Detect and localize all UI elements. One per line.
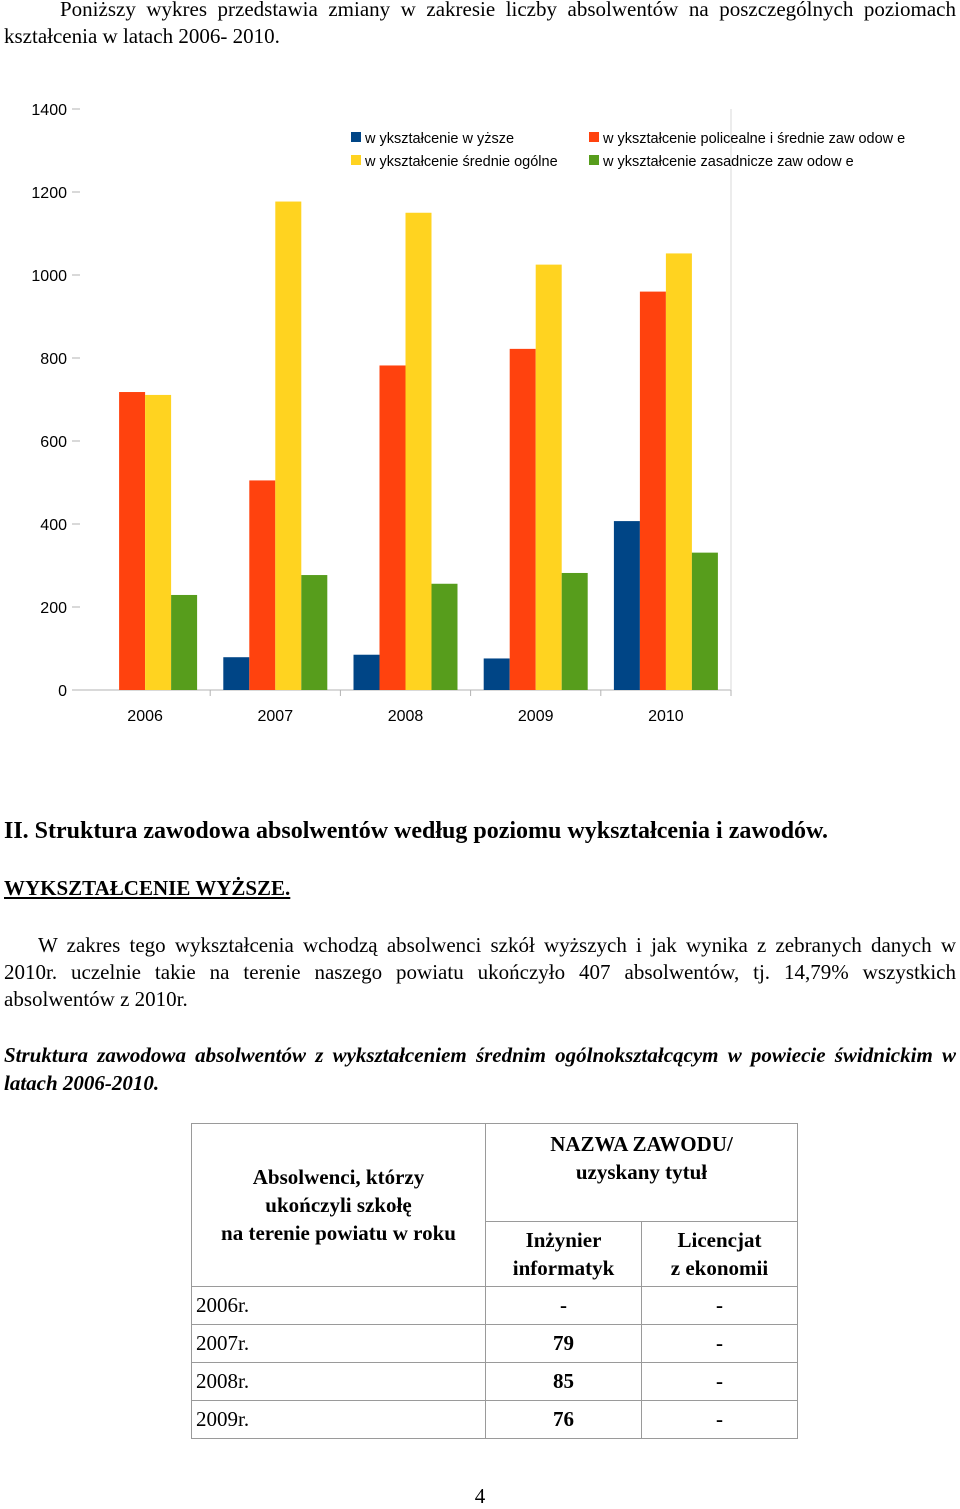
bar-2009-series-0 [484, 658, 510, 690]
bar-2007-series-1 [249, 480, 275, 690]
page-number: 4 [474, 1484, 486, 1508]
table-row [192, 1363, 798, 1401]
row-year: 2009r. [192, 1401, 486, 1439]
row-value-economics: - [642, 1287, 798, 1325]
row-value-engineer: 85 [486, 1363, 642, 1401]
y-tick-label: 800 [40, 351, 67, 368]
bar-2007-series-2 [275, 202, 301, 690]
subheader-line: Inżynier [525, 1228, 602, 1252]
y-tick-label: 1400 [31, 102, 67, 119]
table-row [192, 1287, 798, 1325]
subheader-engineer [486, 1222, 642, 1287]
bar-2007-series-3 [301, 575, 327, 690]
legend-swatch [589, 132, 599, 142]
header-left-cell [192, 1124, 486, 1287]
chart-bars [119, 202, 718, 690]
bar-2010-series-2 [666, 253, 692, 690]
body-paragraph: W zakres tego wykształcenia wchodzą absolwenci szkół wyższych i jak wynika z zebranych danych w 2010r. uczelnie takie na terenie naszego powiatu ukończyło 407 absolwentów, tj. 14,79% wszystkich absolwentów z 2010r. [4, 933, 956, 1011]
row-value-economics: - [642, 1325, 798, 1363]
bar-2006-series-1 [119, 392, 145, 690]
header-top-cell [486, 1124, 798, 1222]
subheader-line: Licencjat [677, 1228, 762, 1252]
y-tick-label: 1000 [31, 268, 67, 285]
legend-label: w ykształcenie w yższe [365, 131, 515, 147]
intro-paragraph: Poniższy wykres przedstawia zmiany w zakresie liczby absolwentów na poszczególnych poziomach kształcenia w latach 2006- 2010. [4, 0, 956, 48]
legend-swatch [589, 155, 599, 165]
header-top-line: NAZWA ZAWODU/ [550, 1132, 733, 1156]
header-left-line: na terenie powiatu w roku [221, 1221, 456, 1245]
legend-label: w ykształcenie policealne i średnie zaw odow e [603, 131, 906, 147]
subheader-economics [642, 1222, 798, 1287]
legend-label: w ykształcenie zasadnicze zaw odow e [603, 154, 854, 170]
y-tick-label: 0 [58, 683, 67, 700]
x-tick-label: 2007 [257, 708, 294, 725]
subheader-line: z ekonomii [670, 1256, 769, 1280]
row-value-economics: - [642, 1401, 798, 1439]
table-row [192, 1325, 798, 1363]
y-tick-label: 1200 [31, 185, 67, 202]
bar-2008-series-2 [406, 213, 432, 690]
bar-2009-series-1 [510, 349, 536, 690]
header-left-line: ukończyli szkołę [265, 1193, 412, 1217]
bar-2008-series-0 [354, 655, 380, 690]
row-value-economics: - [642, 1363, 798, 1401]
x-tick-label: 2009 [517, 708, 554, 725]
legend-label: w ykształcenie średnie ogólne [365, 154, 558, 170]
row-year: 2008r. [192, 1363, 486, 1401]
bar-2010-series-0 [614, 521, 640, 690]
x-tick-label: 2008 [387, 708, 424, 725]
graduates-table [191, 1123, 798, 1439]
bar-2006-series-2 [145, 395, 171, 690]
row-value-engineer: 76 [486, 1401, 642, 1439]
table-caption: Struktura zawodowa absolwentów z wykształceniem średnim ogólnokształcącym w powiecie świdnickim w latach 2006-2010. [4, 1043, 956, 1095]
y-tick-label: 600 [40, 434, 67, 451]
bar-2010-series-1 [640, 292, 666, 690]
bar-2006-series-3 [171, 595, 197, 690]
chart-legend [351, 131, 905, 170]
section-heading: II. Struktura zawodowa absolwentów według poziomu wykształcenia i zawodów. [4, 818, 829, 844]
legend-swatch [351, 155, 361, 165]
table-row [192, 1401, 798, 1439]
subheader-line: informatyk [512, 1256, 615, 1280]
graduates-bar-chart [0, 92, 960, 732]
bar-2007-series-0 [223, 657, 249, 690]
x-tick-label: 2006 [127, 708, 163, 725]
y-tick-label: 400 [40, 517, 67, 534]
row-value-engineer: 79 [486, 1325, 642, 1363]
table-header-row [192, 1124, 798, 1222]
y-tick-label: 200 [40, 600, 67, 617]
legend-swatch [351, 132, 361, 142]
row-value-engineer: - [486, 1287, 642, 1325]
bar-2009-series-3 [562, 573, 588, 690]
x-tick-label: 2010 [648, 708, 684, 725]
header-top-line: uzyskany tytuł [575, 1160, 708, 1184]
bar-2010-series-3 [692, 553, 718, 690]
bar-2009-series-2 [536, 265, 562, 690]
header-left-line: Absolwenci, którzy [252, 1165, 425, 1189]
bar-2008-series-3 [432, 584, 458, 690]
row-year: 2006r. [192, 1287, 486, 1325]
bar-2008-series-1 [380, 365, 406, 690]
subheading: WYKSZTAŁCENIE WYŻSZE. [4, 876, 291, 900]
row-year: 2007r. [192, 1325, 486, 1363]
